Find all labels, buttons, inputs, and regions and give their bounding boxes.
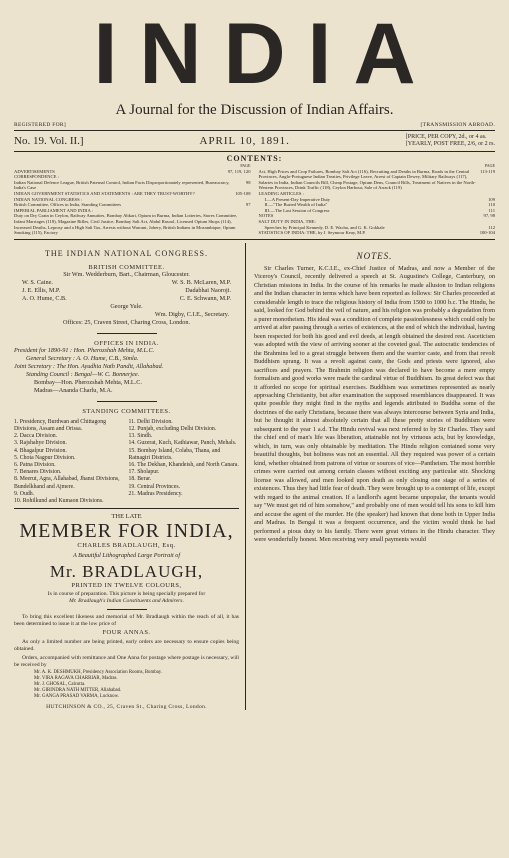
george-yule: George Yule. [110, 302, 143, 310]
contents-entry-page: 105-108 [235, 190, 251, 196]
issue-number: No. 19. Vol. II.] [14, 135, 84, 147]
colours-line: PRINTED IN TWELVE COLOURS, [71, 582, 182, 590]
contents-entry-page: 97 [245, 202, 251, 208]
transmission-label: [TRANSMISSION ABROAD. [420, 122, 495, 128]
contents-entry-text: CORRESPONDENCE : [14, 174, 59, 180]
portrait-line: A Beautiful Lithographed Large Portrait of [72, 552, 181, 560]
notes-heading: NOTES. [356, 250, 393, 261]
contents-entry-page: 110 [488, 202, 495, 208]
contents-heading: CONTENTS: [226, 154, 283, 163]
publisher-line: HUTCHINSON & CO., 25, Craven St., Charing Cross, London. [46, 704, 207, 711]
four-annas: FOUR ANNAS. [102, 629, 151, 637]
committee-member: W. S. B. McLaren, M.P. [171, 278, 231, 286]
likeness-paragraph: To bring this excellent likeness and memorial of Mr. Bradlaugh within the reach of all, it has been determined to issue it at the low price of [14, 614, 239, 628]
committee-member-row [14, 279, 239, 287]
committee-member-row [14, 295, 239, 303]
committee-members [14, 279, 239, 303]
standing-committees-heading: STANDING COMMITTEES. [82, 407, 171, 415]
contents-entry [259, 230, 496, 236]
issue-row [14, 130, 495, 152]
limited-number-paragraph: As only a limited number are being printed, early orders are necessary to ensure copies being obtained. [14, 639, 239, 653]
issue-date: APRIL 10, 1891. [199, 135, 290, 147]
notes-body: Sir Charles Turner, K.C.I.E., ex-Chief Justice of Madras, and now a Member of the Viceroy's Council, recently delivered a speech at St. Augustine's College, Canterbury, on Christian missions in India. In the course of his remarks he made allusion to Indian religions and the Indian character in terms which have been reported as follows: Sir Charles proceeded at considerable length to trace the religious history of India from 1500 to 1000 b.c. The Hindu, he said, looked for God behind the veil of nature, and his religion was probably a degradation from a purer monotheism. His ideal was a condition of complete passionlessness which could only be arrived at after passing through a series of existences, at the end of which the individual, having been respected for both his good and evil deeds, at length obtained the desired rest. Asceticism was adopted with the view of arriving sooner at the coveted goal. The autocratic tendencies of the Brahmins led to a great struggle between them and the warrior caste, and from that revolt Buddhism sprang. It was a revolt against caste, the Gods and priests were ignored, also sacrifices and prayers. The Brahmin religion was declared to have become a mere empty formalism and good works were made the cardinal virtue of Buddhism. Its great defect was that it afforded no scope for spiritual exercises. Buddhism was sometimes represented as nearly approaching Christianity, but after examination the supposed resemblances disappeared. It was quite possible they might find in the myths and legends attributed to Buddha some of the doctrines of the early Christians, because there was always intercourse between Syria and India, but he thought it almost absolutely certain that all these pretty stories of Buddhism were subsequent to the year 1 a.d. The Hindu revival was next referred to by Sir Charles. They said the chief end of man's life was liberation, attainable not by virtuous acts, but by knowledge, which, in turn, was only obtainable by meditation. The Hindu religion contained some very beautiful thoughts, but holiness was not an essential. All they required was power of a certain kind, whether obtained from patrons of virtue or sources of vice—Pantheism. The most horrible crimes were carried out among certain classes without exciting any particular stir. Shocking license was allowed, and men looked upon death as only closing one stage of a series of existences. Thus they had little fear of death. They were brought up to a contempt of life, except with regard to the animal creation. If a landlord's agent became unpopular, the tenants would say "We must get rid of him somehow," and probably one of men would tell his sons to kill him and accuse the agent of the murder. He (the speaker) had known that done both in Upper India and Madras. In Bengal it was a frequent occurrence, and the victim would think he had performed a pious duty to his family. There were great virtues in the Hindu character. They were wonderfully honest. Men receiving very small payments would [254, 264, 495, 544]
member-name: CHARLES BRADLAUGH, Esq. [77, 542, 176, 550]
contents-entry-text: I.—A Present-Day Imperative Duty [264, 196, 331, 202]
standing-committee-item: 11. Delhi Division. [128, 418, 173, 425]
left-column [14, 243, 246, 710]
price-per-copy: [PRICE, PER COPY, 2d., or 4 as. [405, 134, 487, 140]
standing-council-line: Standing Council : Bengal—W. C. Bonnerjee. [26, 370, 140, 378]
price-info [406, 134, 495, 148]
standing-committee-item: 13. Sindh. [128, 433, 153, 440]
section-divider [107, 609, 147, 610]
president-line: President for 1890-91 : Hon. Pherozshah Mehta, M.L.C. [14, 346, 155, 354]
contents-entry-page: 112 [488, 224, 495, 230]
contents-entry-text: Duty on Dry Grain in Ceylon, Railway Annuities, Bombay Abkari, Opium in Burma, Indian Lotteries, Stores Committee, Infant Marriages (118), Magazine Rifles, Civil Justice, Bombay Salt Act, Abdul Rasool, Licensed Opium Shops (114), Increased Deaths, Leprosy and a High Salt Tax, Arrests without Warrant, Jobery, British Indians in Mozambique, Opium Smoking (115), Factory [14, 213, 238, 236]
contents-entry-page: 111 [488, 207, 495, 213]
member-the-late: THE LATE [111, 513, 142, 521]
offices-india-heading: OFFICES IN INDIA. [94, 339, 159, 347]
price-yearly: [YEARLY, POST FREE, 2/6, or 2 rs. [405, 141, 495, 147]
body-columns [14, 243, 495, 710]
contents-right-column [259, 163, 496, 236]
committees-right-column [129, 419, 240, 505]
contents-entry [259, 169, 496, 191]
agent-entry: Mr. J. GHOSAL, Calcutta. [34, 682, 86, 688]
standing-committee-item: 6. Patna Division. [14, 461, 56, 468]
contents-section [14, 154, 495, 240]
contents-entry-page: 100-104 [479, 230, 495, 236]
contents-entry-page: 97, 98 [483, 213, 495, 219]
chairman-line: Sir Wm. Wedderburn, Bart., Chairman, Gloucester. [63, 270, 190, 278]
preparation-line: Is in course of preparation. This picture is being specially prepared for [47, 591, 206, 598]
right-column [246, 243, 495, 710]
committee-member-row [14, 287, 239, 295]
congress-heading: THE INDIAN NATIONAL CONGRESS. [45, 248, 208, 258]
journal-title: INDIA [93, 6, 438, 102]
standing-committee-item: 9. Oudh. [14, 490, 35, 497]
standing-committee-item: 2. Dacca Division. [14, 433, 58, 440]
contents-entry-text: STATISTICS OF INDIA: THE, by J. Seymour Keay, M.P. [258, 230, 366, 236]
standing-committee-item: 10. Rohilkund and Kumaon Divisions. [14, 497, 104, 504]
contents-entry-text: Act, High Prices and Crop Failures, Bombay Salt Act (116), Recruiting and Deaths in Burma, Roads in the Central Provinces, Anglo-Portuguese Indian Treaties, Privilege Leave, Arrest of Captain Dewey, Military Railways (117), Salaries in India, Indian Councils Bill, Cheap Postage, Opium Dens, Council Bills, Treatment of Natives in the North-Western Provinces, Drink Traffic (118), Ceylon Harbour, Sale of Arrack (119) [258, 168, 476, 191]
standing-committee-item: 17. Sholapur. [128, 469, 160, 476]
standing-committee-item: 7. Benares Division. [14, 469, 62, 476]
registered-label: REGISTERED FOR] [14, 122, 67, 128]
standing-committee-item: 14. Guzerat, Kuch, Kathiawar, Panch, Mehals. [128, 440, 237, 447]
secretary-line: Wm. Digby, C.I.E., Secretary. [154, 310, 229, 318]
contents-entry-text: ADVERTISEMENTS [14, 168, 55, 174]
contents-table [14, 163, 495, 236]
committee-member: A. O. Hume, C.B. [22, 294, 67, 302]
standing-committee-item: 5. Chota Nagpur Division. [14, 454, 76, 461]
joint-secretary-line: Joint Secretary : The Hon. Ayudhia Nath Pandit, Allahabad. [14, 362, 164, 370]
standing-committee-item: 8. Meerut, Agra, Allahabad, Jhansi Divisions, Bundelkhand and Ajmere. [14, 476, 120, 490]
contents-entry-text: III.—The Last Session of Congress [264, 207, 330, 213]
page-label: PAGE [484, 163, 495, 168]
section-divider [97, 401, 157, 402]
contents-entry-page: 98 [245, 179, 251, 185]
contents-entry-text: INDIAN GOVERNMENT STATISTICS AND STATEMENTS : ARE THEY TRUST-WORTHY? [14, 190, 195, 196]
section-rule [14, 508, 239, 509]
page-label: PAGE [240, 163, 251, 168]
committee-member: J. E. Ellis, M.P. [22, 286, 61, 294]
member-title: MEMBER FOR INDIA, [19, 520, 234, 543]
standing-committees-list [14, 419, 239, 505]
british-committee-heading: BRITISH COMMITTEE. [88, 263, 165, 271]
agent-entry: Mr. GANGA PRASAD VARMA, Lucknow. [34, 694, 119, 700]
contents-entry-text: II.—"The Buried Wealth of India" [264, 202, 328, 208]
contents-entry-text: Indian National Defence League, British Paternal Control, Indian Facts Disproportionately represented, Bureaucracy, India's Case [14, 179, 230, 191]
constituents-line: Mr. Bradlaugh's Indian Constituents and Admirers. [69, 598, 184, 605]
standing-committee-item: 4. Bhagalpur Division. [14, 447, 67, 454]
agents-list [14, 670, 239, 700]
committees-left-column [14, 419, 125, 505]
standing-committee-item: 15. Bombay Island, Colaba, Thana, and Ratnagiri Districts. [128, 447, 221, 461]
contents-entry-text: British Committee, Offices in India, Standing Committees [14, 202, 122, 208]
standing-committee-item: 1. Presidency, Burdwan and Chittagong Divisions, Assam and Orissa. [14, 418, 107, 432]
contents-entry-text: INDIAN NATIONAL CONGRESS : [14, 196, 83, 202]
contents-entry-text: NOTES [258, 213, 274, 219]
committee-member: Dadabhai Naoroji. [185, 286, 231, 294]
bombay-line: Bombay—Hon. Pherozshah Mehta, M.L.C. [34, 378, 142, 386]
standing-committee-item: 3. Rajshahye Division. [14, 440, 67, 447]
orders-paragraph: Orders, accompanied with remittance and One Anna for postage where postage is necessary, will be received by [14, 655, 239, 669]
contents-left-column [14, 163, 251, 236]
standing-committee-item: 12. Punjab, excluding Delhi Division. [128, 425, 217, 432]
standing-committee-item: 21. Madras Presidency. [128, 490, 183, 497]
contents-entry-page: 97, 119, 120 [227, 168, 251, 174]
agent-entry: Mr. VIRA RAGAVA CHARRIAR, Madras. [34, 676, 118, 682]
madras-line: Madras—Ananda Charlu, M.A. [34, 386, 113, 394]
standing-committee-item: 19. Central Provinces. [128, 483, 181, 490]
contents-entry-text: SALT DUTY IN INDIA, THE: [258, 218, 316, 224]
committee-member: W. S. Caine. [22, 278, 53, 286]
agent-entry: Mr. GIRINDRA NATH MITTER, Allahabad. [34, 688, 122, 694]
contents-entry-page: 113-119 [480, 168, 495, 174]
standing-committee-item: 18. Berar. [128, 476, 152, 483]
committee-member: C. E. Schwann, M.P. [179, 294, 231, 302]
journal-subtitle: A Journal for the Discussion of Indian Affairs. [115, 102, 394, 118]
contents-entry-text: IMPERIAL PARLIAMENT AND INDIA : [14, 207, 93, 213]
contents-entry-page: 109 [488, 196, 495, 202]
registration-row [14, 122, 495, 128]
general-secretary-line: General Secretary : A. O. Hume, C.B., Simla. [26, 354, 139, 362]
contents-entry-text: Speeches by Principal Kennedy, D. E. Wacha, and G. K. Gokhale [264, 224, 385, 230]
section-divider [97, 333, 157, 334]
standing-committee-item: 16. The Dekhan, Khandeish, and North Canara. [128, 461, 239, 468]
masthead [14, 8, 495, 152]
offices-line: Offices: 25, Craven Street, Charing Cross, London. [62, 318, 191, 326]
bradlaugh-name: Mr. BRADLAUGH, [49, 562, 204, 582]
contents-entry-text: LEADING ARTICLES : [258, 190, 304, 196]
agent-entry: Mr. A. K. DESHMUKH, Presidency Association Rooms, Bombay. [34, 670, 163, 676]
contents-entry [14, 213, 251, 235]
contents-divider [14, 239, 495, 240]
contents-entry [14, 180, 251, 191]
